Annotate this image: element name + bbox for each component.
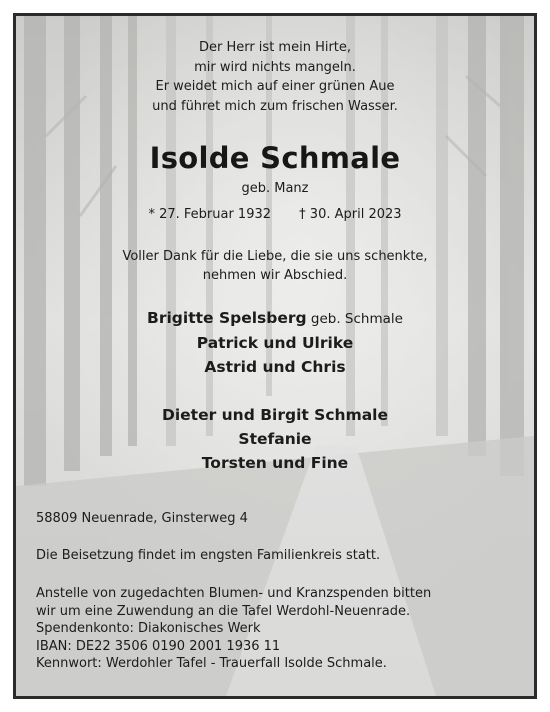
life-dates [16,206,534,224]
mourners-group-2 [16,403,534,475]
mourners-group-1 [16,306,534,379]
donation-line: Anstelle von zugedachten Blumen- und Kranzspenden bitten [36,586,432,601]
donation-line: Kennwort: Werdohler Tafel - Trauerfall Isolde Schmale. [36,656,387,671]
birth-date: * 27. Februar 1932 [148,207,272,222]
address: 58809 Neuenrade, Ginsterweg 4 [36,511,248,526]
deceased-name: Isolde Schmale [149,141,401,175]
mourner-birth-name: geb. Schmale [306,311,403,327]
donation-line: IBAN: DE22 3506 0190 2001 1936 11 [36,638,281,654]
verse-line: mir wird nichts mangeln. [194,59,356,75]
death-date: † 30. April 2023 [299,207,402,222]
mourner-name: Brigitte Spelsberg [147,309,307,327]
obituary-notice [13,13,537,699]
bible-verse [16,38,534,116]
verse-line: und führet mich zum frischen Wasser. [152,98,398,114]
donation-info [36,585,516,673]
mourner-line: Patrick und Ulrike [196,334,354,352]
verse-line: Er weidet mich auf einer grünen Aue [155,79,395,94]
donation-line: wir um eine Zuwendung an die Tafel Werdohl-Neuenrade. [36,603,411,619]
verse-line: Der Herr ist mein Hirte, [198,40,352,55]
thanks-line: Voller Dank für die Liebe, die sie uns schenkte, [122,249,428,264]
mourner-line: Dieter und Birgit Schmale [161,406,389,424]
birth-name: geb. Manz [241,181,309,196]
funeral-note: Die Beisetzung findet im engsten Familienkreis statt. [36,548,381,563]
thanks-text [16,247,534,285]
donation-line: Spendenkonto: Diakonisches Werk [36,621,261,636]
mourner-line: Torsten und Fine [201,454,349,472]
thanks-line: nehmen wir Abschied. [202,268,348,283]
mourner-line [16,306,534,331]
mourner-line: Astrid und Chris [204,358,346,376]
mourner-line: Stefanie [238,430,312,448]
